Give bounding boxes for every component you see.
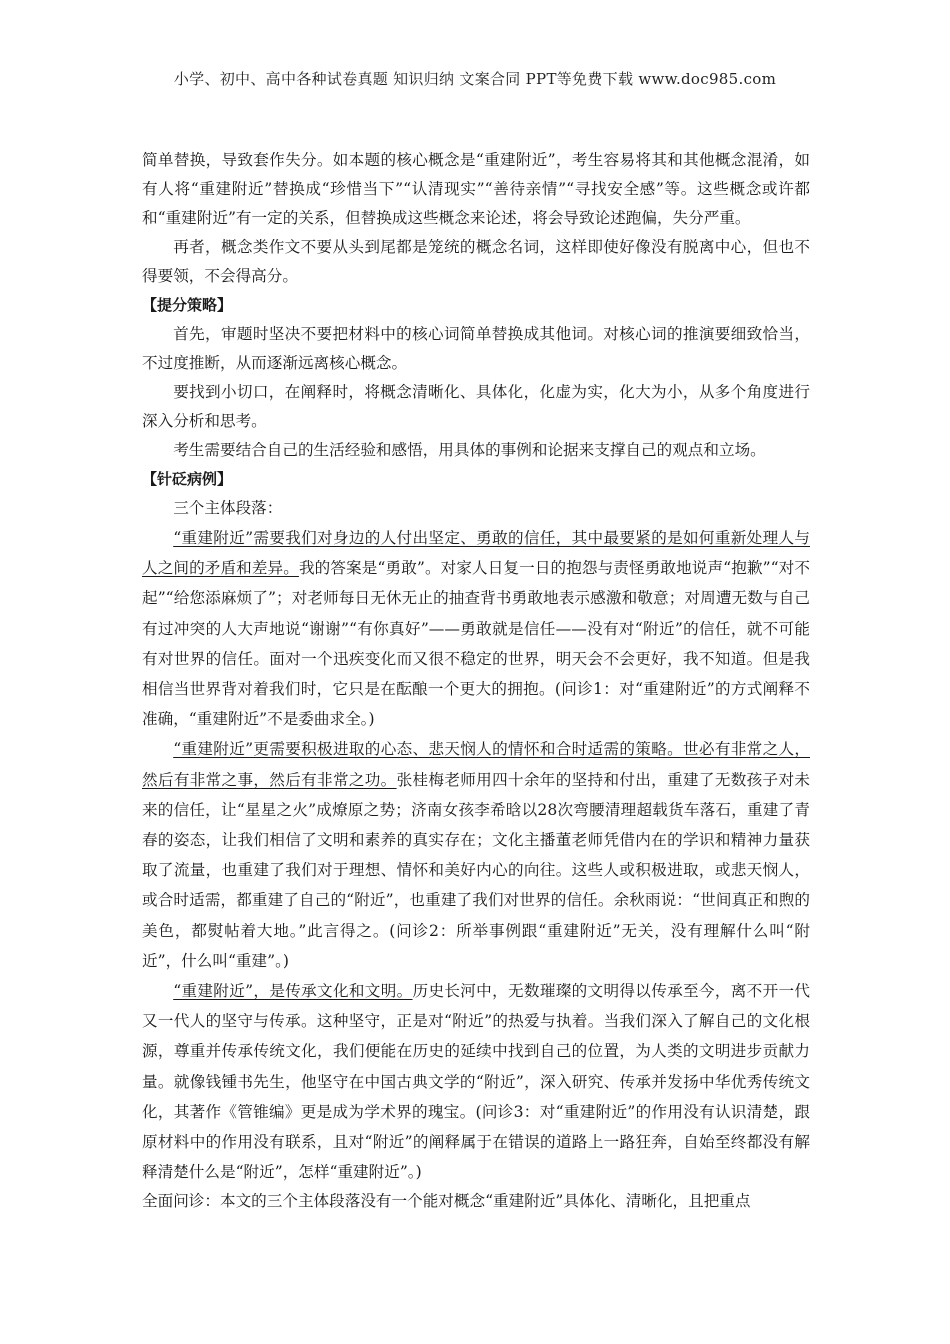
paragraph-strategy-2: 要找到小切口，在阐释时，将概念清晰化、具体化，化虚为实，化大为小，从多个角度进行深入分析和思考。 (142, 383, 810, 430)
sample-2-topic-sentence: “重建附近”更需要积极进取的心态、悲天悯人的情怀和合时适需的策略。世必有非常之人，然后有非常之事，然后有非常之功。 (142, 740, 810, 789)
paragraph-strategy-1: 首先，审题时坚决不要把材料中的核心词简单替换成其他词。对核心词的推演要细致恰当，不过度推断，从而逐渐远离核心概念。 (142, 325, 810, 372)
heading-case-diagnosis: 【针砭病例】 (142, 470, 233, 488)
document-body (142, 146, 810, 1216)
sample-paragraph-3 (142, 976, 810, 1187)
sample-3-body: 历史长河中，无数璀璨的文明得以传承至今，离不开一代又一代人的坚守与传承。这种坚守，正是对“附近”的热爱与执着。当我们深入了解自己的文化根源，尊重并传承传统文化，我们便能在历史的延续中找到自己的位置，为人类的文明进步贡献力量。就像钱锺书先生，他坚守在中国古典文学的“附近”，深入研究、传承并发扬中华优秀传统文化，其著作《管锥编》更是成为学术界的瑰宝。(问诊3：对“重建附近”的作用没有认识清楚，跟原材料中的作用没有联系，且对“附近”的阐释属于在错误的道路上一路狂奔，自始至终都没有解释清楚什么是“附近”，怎样“重建附近”。) (142, 982, 810, 1182)
heading-score-strategy: 【提分策略】 (142, 296, 233, 314)
sample-1-topic-sentence: “重建附近”需要我们对身边的人付出坚定、勇敢的信任，其中最要紧的是如何重新处理人与人之间的矛盾和差异。 (142, 529, 810, 578)
paragraph-overall-diagnosis: 全面问诊：本文的三个主体段落没有一个能对概念“重建附近”具体化、清晰化，且把重点 (142, 1192, 751, 1211)
sample-paragraph-2 (142, 734, 810, 976)
sample-paragraph-1 (142, 523, 810, 734)
paragraph-concept-substitution: 简单替换，导致套作失分。如本题的核心概念是“重建附近”，考生容易将其和其他概念混淆，如有人将“重建附近”替换成“珍惜当下”“认清现实”“善待亲情”“寻找安全感”等。这些概念或许都和“重建附近”有一定的关系，但替换成这些概念来论述，将会导致论述跑偏，失分严重。 (142, 151, 810, 227)
page-header: 小学、初中、高中各种试卷真题 知识归纳 文案合同 PPT等免费下载 www.doc985.com (173, 70, 777, 88)
paragraph-vague-concepts: 再者，概念类作文不要从头到尾都是笼统的概念名词，这样即使好像没有脱离中心，但也不得要领，不会得高分。 (142, 238, 810, 285)
sample-1-body: 我的答案是“勇敢”。对家人日复一日的抱怨与责怪勇敢地说声“抱歉”“对不起”“给您添麻烦了”；对老师每日无休无止的抽查背书勇敢地表示感激和敬意；对周遭无数与自己有过冲突的人大声地说“谢谢”“有你真好”——勇敢就是信任——没有对“附近”的信任，就不可能有对世界的信任。面对一个迅疾变化而又很不稳定的世界，明天会不会更好，我不知道。但是我相信当世界背对着我们时，它只是在酝酿一个更大的拥抱。(问诊1：对“重建附近”的方式阐释不准确，“重建附近”不是委曲求全。) (142, 559, 810, 729)
sample-3-topic-sentence: “重建附近”，是传承文化和文明。 (173, 982, 413, 1001)
paragraph-three-body-paragraphs: 三个主体段落： (173, 499, 283, 517)
paragraph-strategy-3: 考生需要结合自己的生活经验和感悟，用具体的事例和论据来支撑自己的观点和立场。 (173, 441, 766, 459)
sample-2-body: 张桂梅老师用四十余年的坚持和付出，重建了无数孩子对未来的信任，让“星星之火”成燎原之势；济南女孩李希晗以28次弯腰清理超载货车落石，重建了青春的姿态，让我们相信了文明和素养的真实存在；文化主播董老师凭借内在的学识和精神力量获取了流量，也重建了我们对于理想、情怀和美好内心的向往。这些人或积极进取，或悲天悯人，或合时适需，都重建了自己的“附近”，也重建了我们对世界的信任。余秋雨说：“世间真正和煦的美色，都熨帖着大地。”此言得之。(问诊2：所举事例跟“重建附近”无关，没有理解什么叫“附近”，什么叫“重建”。) (142, 770, 810, 970)
